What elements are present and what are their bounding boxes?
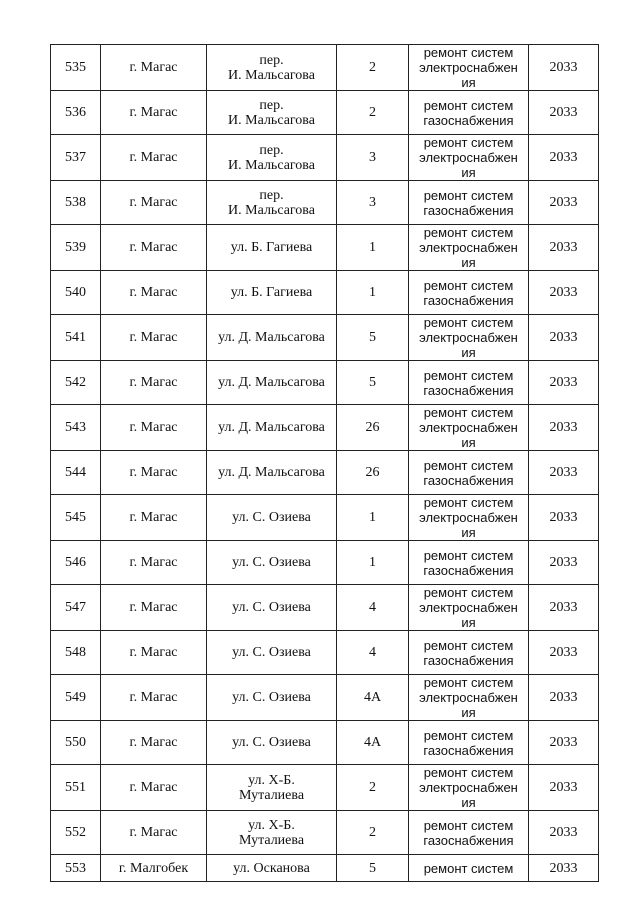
table-row	[51, 405, 599, 451]
street-line: ул. Д. Мальсагова	[218, 465, 325, 480]
city-cell: г. Магас	[101, 541, 207, 585]
year-cell: 2033	[529, 315, 599, 361]
work-type-cell	[409, 631, 529, 675]
house-number-cell: 1	[337, 271, 409, 315]
street-line: пер.	[259, 142, 284, 158]
house-number-cell: 1	[337, 541, 409, 585]
work-type-cell	[409, 675, 529, 721]
row-number-cell: 535	[51, 45, 101, 91]
work-type-line: ия	[461, 525, 476, 540]
work-type-cell	[409, 451, 529, 495]
city-cell: г. Магас	[101, 271, 207, 315]
work-type-line: газоснабжения	[423, 832, 514, 848]
street-cell	[207, 855, 337, 882]
street-line: ул. Д. Мальсагова	[218, 330, 325, 345]
street-line: пер.	[259, 187, 284, 203]
street-cell	[207, 181, 337, 225]
work-type-cell	[409, 765, 529, 811]
year-cell: 2033	[529, 45, 599, 91]
street-cell	[207, 451, 337, 495]
street-cell	[207, 315, 337, 361]
table-row	[51, 225, 599, 271]
street-cell	[207, 225, 337, 271]
table-row	[51, 271, 599, 315]
row-number-cell: 552	[51, 811, 101, 855]
row-number-cell: 547	[51, 585, 101, 631]
row-number-cell: 548	[51, 631, 101, 675]
street-line: И. Мальсагова	[228, 157, 315, 173]
work-type-line: ия	[461, 165, 476, 180]
house-number-cell: 3	[337, 181, 409, 225]
street-cell	[207, 361, 337, 405]
work-type-line: газоснабжения	[423, 202, 514, 218]
year-cell: 2033	[529, 855, 599, 882]
street-cell	[207, 765, 337, 811]
work-type-line: газоснабжения	[423, 292, 514, 308]
house-number-cell: 1	[337, 225, 409, 271]
work-type-line: ия	[461, 615, 476, 630]
house-number-cell: 3	[337, 135, 409, 181]
row-number-cell: 553	[51, 855, 101, 882]
work-type-cell	[409, 361, 529, 405]
row-number-cell: 541	[51, 315, 101, 361]
year-cell: 2033	[529, 361, 599, 405]
work-type-cell	[409, 855, 529, 882]
year-cell: 2033	[529, 405, 599, 451]
street-cell	[207, 541, 337, 585]
work-type-line: ремонт систем	[423, 817, 514, 833]
year-cell: 2033	[529, 721, 599, 765]
work-type-line: ия	[461, 705, 476, 720]
work-type-line: ремонт систем	[423, 135, 514, 150]
work-type-line: ремонт систем	[423, 45, 514, 60]
year-cell: 2033	[529, 271, 599, 315]
row-number-cell: 536	[51, 91, 101, 135]
city-cell: г. Магас	[101, 631, 207, 675]
street-line: ул. С. Озиева	[232, 510, 311, 525]
work-type-line: ия	[461, 345, 476, 360]
work-type-cell	[409, 315, 529, 361]
street-cell	[207, 811, 337, 855]
house-number-cell: 4А	[337, 721, 409, 765]
street-line: И. Мальсагова	[228, 112, 315, 128]
work-type-line: электроснабжен	[419, 150, 518, 165]
street-line: ул. С. Озиева	[232, 600, 311, 615]
city-cell: г. Магас	[101, 315, 207, 361]
house-number-cell: 2	[337, 765, 409, 811]
work-type-line: ремонт систем	[423, 187, 514, 203]
row-number-cell: 551	[51, 765, 101, 811]
row-number-cell: 545	[51, 495, 101, 541]
work-type-line: газоснабжения	[423, 472, 514, 488]
row-number-cell: 542	[51, 361, 101, 405]
work-type-cell	[409, 721, 529, 765]
street-cell	[207, 495, 337, 541]
work-type-line: ремонт систем	[423, 315, 514, 330]
year-cell: 2033	[529, 495, 599, 541]
year-cell: 2033	[529, 765, 599, 811]
work-type-line: электроснабжен	[419, 690, 518, 705]
house-number-cell: 1	[337, 495, 409, 541]
work-type-line: ремонт систем	[423, 860, 514, 876]
street-line: ул. С. Озиева	[232, 735, 311, 750]
work-type-cell	[409, 135, 529, 181]
work-type-line: ремонт систем	[423, 457, 514, 473]
year-cell: 2033	[529, 91, 599, 135]
house-number-cell: 26	[337, 451, 409, 495]
street-line: Муталиева	[238, 787, 305, 803]
work-type-line: газоснабжения	[423, 742, 514, 758]
street-line: пер.	[259, 52, 284, 68]
work-type-line: ремонт систем	[423, 547, 514, 563]
street-line: И. Мальсагова	[228, 202, 315, 218]
table-row	[51, 631, 599, 675]
city-cell: г. Магас	[101, 721, 207, 765]
row-number-cell: 546	[51, 541, 101, 585]
street-cell	[207, 631, 337, 675]
work-type-line: электроснабжен	[419, 330, 518, 345]
table-row	[51, 765, 599, 811]
work-type-line: ремонт систем	[423, 585, 514, 600]
row-number-cell: 550	[51, 721, 101, 765]
city-cell: г. Магас	[101, 181, 207, 225]
table-row	[51, 811, 599, 855]
work-type-line: электроснабжен	[419, 420, 518, 435]
work-type-line: ия	[461, 435, 476, 450]
work-type-cell	[409, 495, 529, 541]
house-number-cell: 4А	[337, 675, 409, 721]
work-type-cell	[409, 91, 529, 135]
work-type-line: ремонт систем	[423, 367, 514, 383]
table-row	[51, 135, 599, 181]
city-cell: г. Магас	[101, 361, 207, 405]
city-cell: г. Магас	[101, 675, 207, 721]
year-cell: 2033	[529, 585, 599, 631]
city-cell: г. Магас	[101, 135, 207, 181]
work-type-cell	[409, 181, 529, 225]
house-number-cell: 4	[337, 585, 409, 631]
work-type-line: газоснабжения	[423, 652, 514, 668]
house-number-cell: 2	[337, 811, 409, 855]
row-number-cell: 543	[51, 405, 101, 451]
street-line: ул. С. Озиева	[232, 645, 311, 660]
year-cell: 2033	[529, 181, 599, 225]
table-row	[51, 541, 599, 585]
city-cell: г. Малгобек	[101, 855, 207, 882]
row-number-cell: 538	[51, 181, 101, 225]
row-number-cell: 539	[51, 225, 101, 271]
year-cell: 2033	[529, 811, 599, 855]
row-number-cell: 544	[51, 451, 101, 495]
street-line: Муталиева	[238, 832, 305, 848]
table-body	[51, 45, 599, 882]
work-type-line: ремонт систем	[423, 637, 514, 653]
street-cell	[207, 585, 337, 631]
work-type-line: ремонт систем	[423, 675, 514, 690]
street-line: И. Мальсагова	[228, 67, 315, 83]
house-number-cell: 2	[337, 45, 409, 91]
city-cell: г. Магас	[101, 495, 207, 541]
table-row	[51, 855, 599, 882]
street-line: ул. С. Озиева	[232, 555, 311, 570]
city-cell: г. Магас	[101, 91, 207, 135]
street-cell	[207, 45, 337, 91]
table-row	[51, 721, 599, 765]
year-cell: 2033	[529, 135, 599, 181]
work-type-line: ия	[461, 795, 476, 810]
city-cell: г. Магас	[101, 765, 207, 811]
street-cell	[207, 405, 337, 451]
city-cell: г. Магас	[101, 225, 207, 271]
work-type-cell	[409, 541, 529, 585]
work-type-line: газоснабжения	[423, 112, 514, 128]
work-type-line: электроснабжен	[419, 240, 518, 255]
work-type-line: электроснабжен	[419, 780, 518, 795]
street-line: ул. Осканова	[233, 860, 310, 876]
table-row	[51, 181, 599, 225]
city-cell: г. Магас	[101, 811, 207, 855]
work-type-line: ия	[461, 75, 476, 90]
work-type-line: ремонт систем	[423, 495, 514, 510]
repair-schedule-table	[50, 44, 599, 882]
work-type-line: электроснабжен	[419, 600, 518, 615]
row-number-cell: 537	[51, 135, 101, 181]
street-line: ул. Б. Гагиева	[230, 285, 313, 300]
street-line: ул. Х-Б.	[248, 817, 295, 833]
street-line: ул. Х-Б.	[248, 772, 295, 788]
year-cell: 2033	[529, 541, 599, 585]
work-type-line: газоснабжения	[423, 382, 514, 398]
table-row	[51, 585, 599, 631]
table-row	[51, 495, 599, 541]
year-cell: 2033	[529, 675, 599, 721]
house-number-cell: 26	[337, 405, 409, 451]
street-line: ул. С. Озиева	[232, 690, 311, 705]
house-number-cell: 5	[337, 361, 409, 405]
street-cell	[207, 135, 337, 181]
street-line: пер.	[259, 97, 284, 113]
table-row	[51, 91, 599, 135]
work-type-line: электроснабжен	[419, 510, 518, 525]
table-row	[51, 315, 599, 361]
work-type-line: ремонт систем	[423, 765, 514, 780]
street-cell	[207, 721, 337, 765]
row-number-cell: 549	[51, 675, 101, 721]
work-type-cell	[409, 405, 529, 451]
street-line: ул. Д. Мальсагова	[218, 420, 325, 435]
table-row	[51, 45, 599, 91]
street-cell	[207, 91, 337, 135]
house-number-cell: 2	[337, 91, 409, 135]
row-number-cell: 540	[51, 271, 101, 315]
street-line: ул. Б. Гагиева	[230, 240, 313, 255]
house-number-cell: 4	[337, 631, 409, 675]
work-type-line: газоснабжения	[423, 562, 514, 578]
house-number-cell: 5	[337, 855, 409, 882]
work-type-cell	[409, 271, 529, 315]
work-type-line: электроснабжен	[419, 60, 518, 75]
work-type-line: ия	[461, 255, 476, 270]
work-type-line: ремонт систем	[423, 727, 514, 743]
table-row	[51, 451, 599, 495]
city-cell: г. Магас	[101, 585, 207, 631]
work-type-cell	[409, 45, 529, 91]
street-cell	[207, 675, 337, 721]
work-type-line: ремонт систем	[423, 405, 514, 420]
work-type-line: ремонт систем	[423, 277, 514, 293]
table-row	[51, 675, 599, 721]
city-cell: г. Магас	[101, 451, 207, 495]
city-cell: г. Магас	[101, 405, 207, 451]
house-number-cell: 5	[337, 315, 409, 361]
year-cell: 2033	[529, 631, 599, 675]
city-cell: г. Магас	[101, 45, 207, 91]
work-type-line: ремонт систем	[423, 225, 514, 240]
work-type-cell	[409, 225, 529, 271]
work-type-line: ремонт систем	[423, 97, 514, 113]
table-row	[51, 361, 599, 405]
year-cell: 2033	[529, 451, 599, 495]
year-cell: 2033	[529, 225, 599, 271]
work-type-cell	[409, 811, 529, 855]
street-line: ул. Д. Мальсагова	[218, 375, 325, 390]
work-type-cell	[409, 585, 529, 631]
street-cell	[207, 271, 337, 315]
